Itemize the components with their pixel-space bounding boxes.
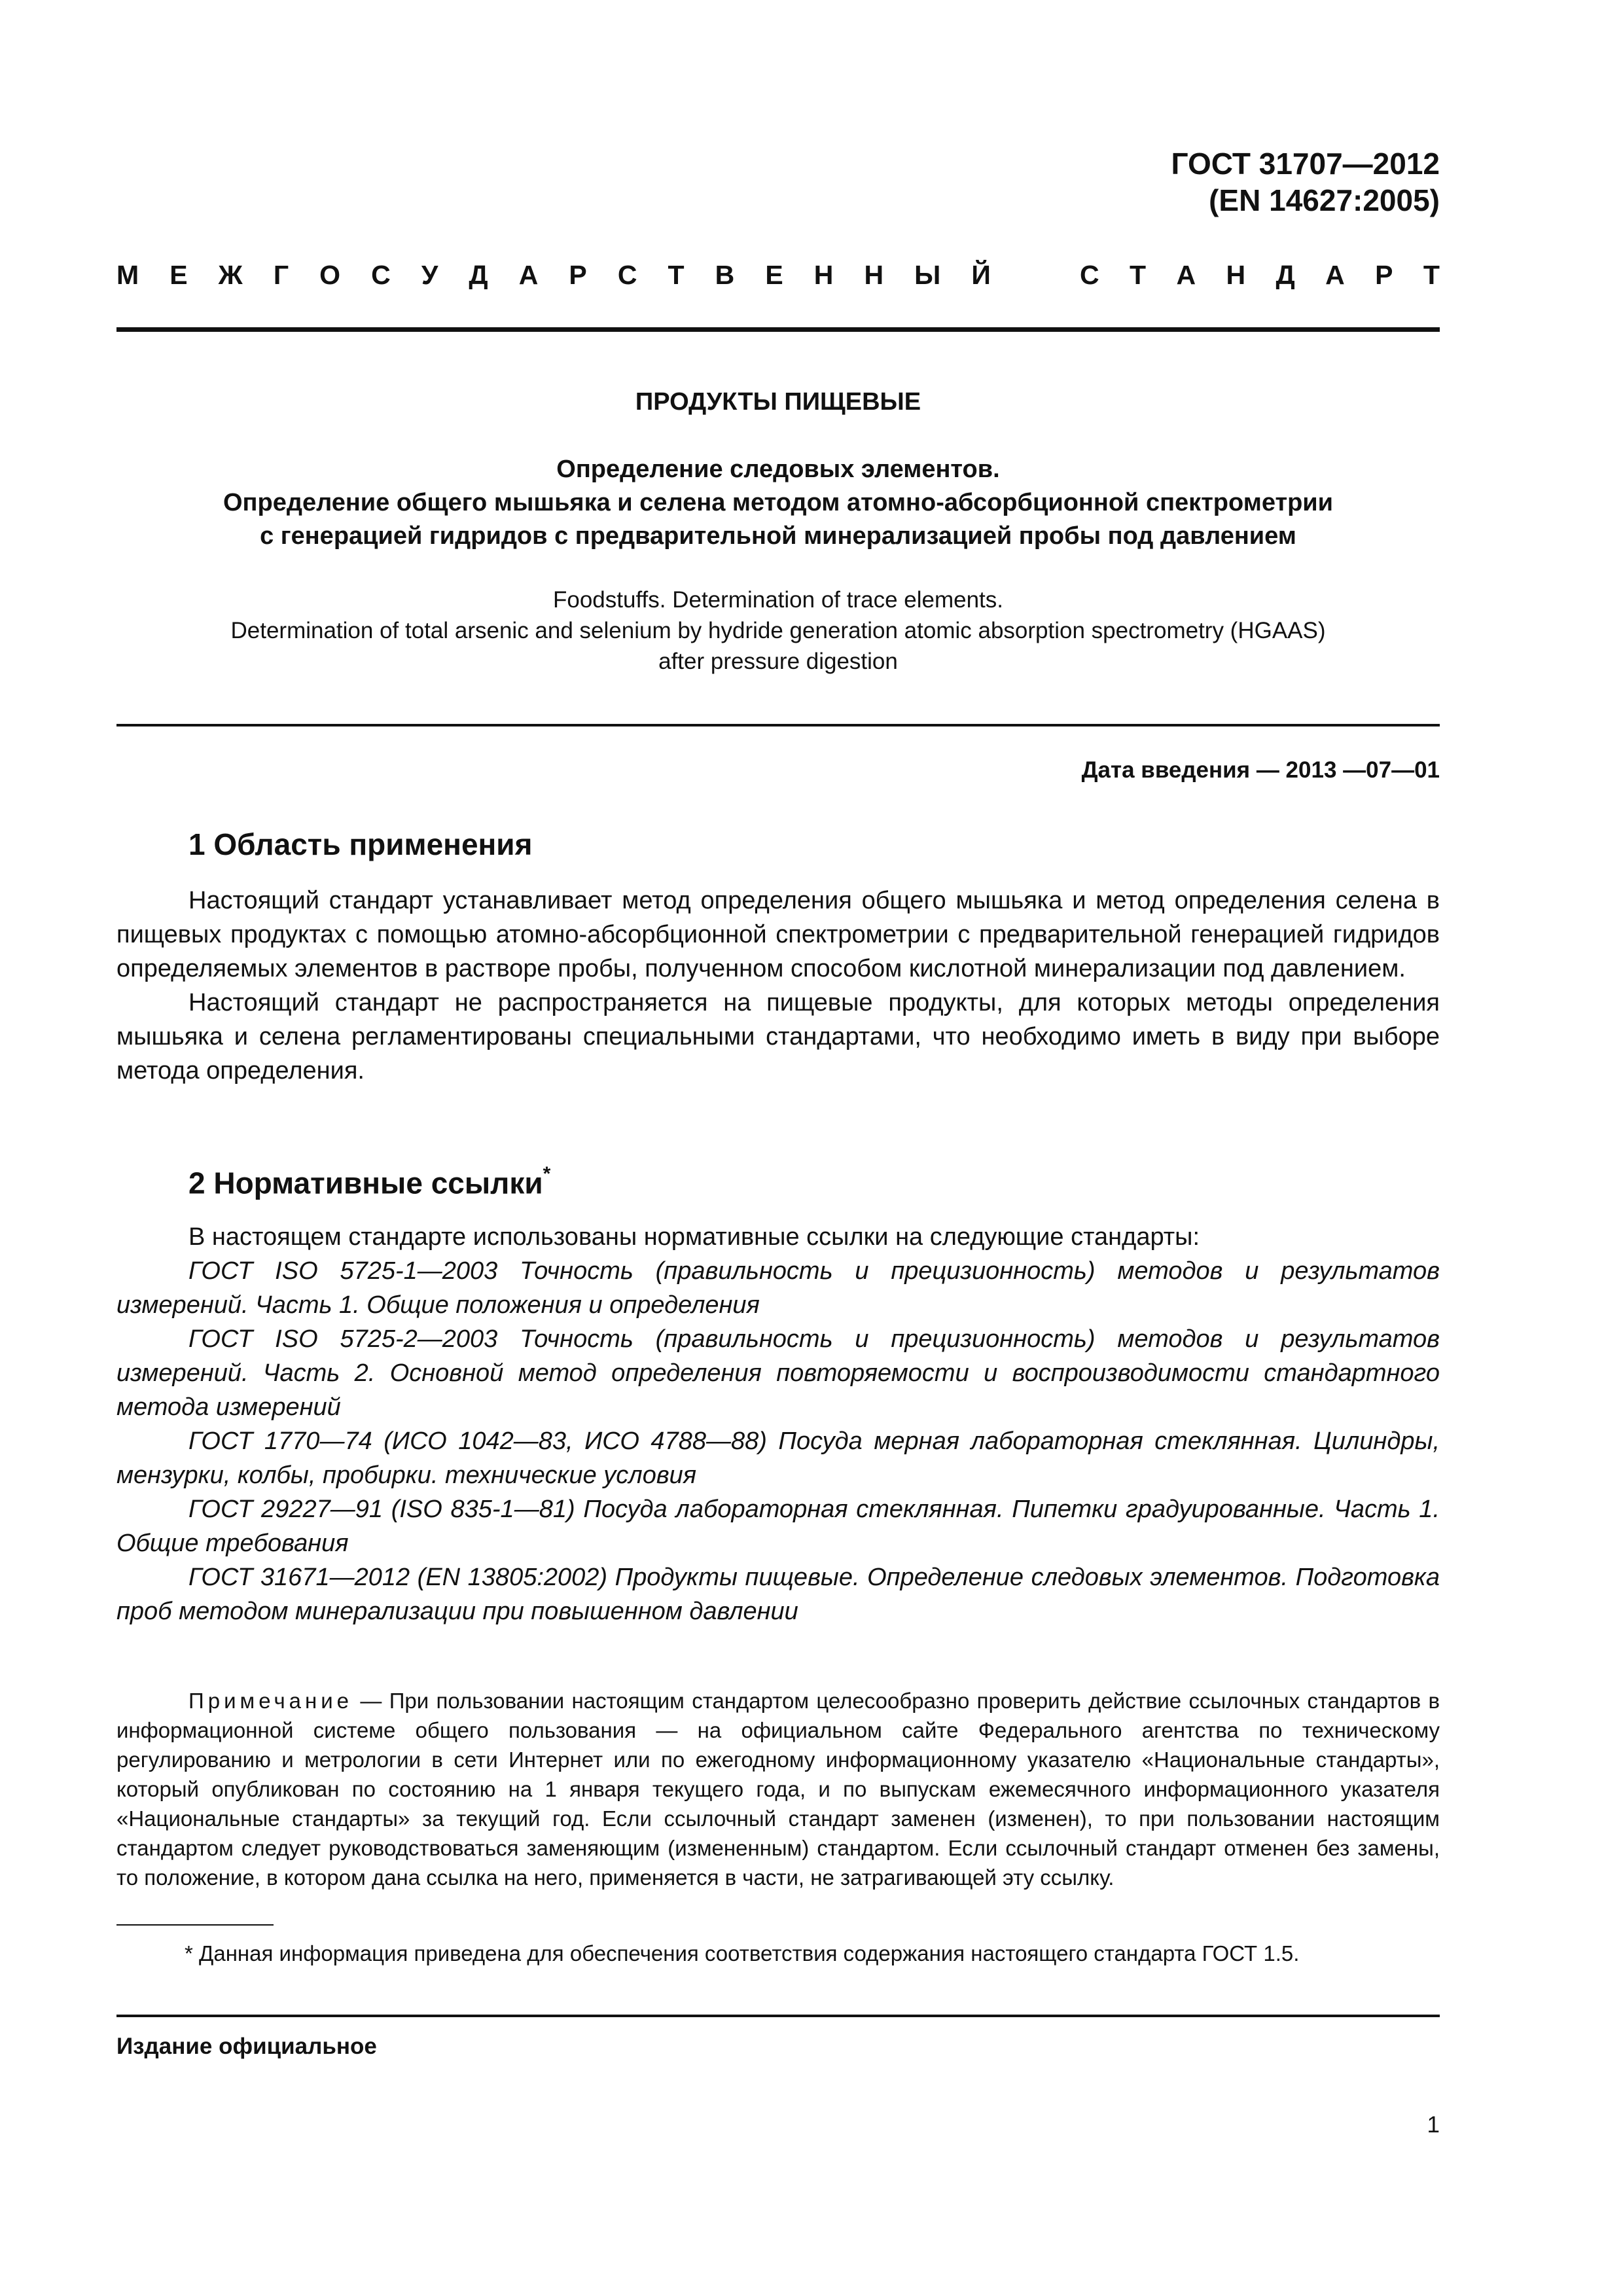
english-title-line: Determination of total arsenic and selenium by hydride generation atomic absorption spectrometry (HGAAS) (230, 618, 1326, 643)
english-title (116, 584, 1440, 677)
title-divider (116, 724, 1440, 726)
section-2-heading-text: 2 Нормативные ссылки (188, 1166, 543, 1200)
section-2-body (116, 1220, 1440, 1628)
banner-letter: Е (765, 259, 783, 290)
note-label: Примечание (188, 1689, 353, 1713)
banner-letter: Р (569, 259, 587, 290)
banner-letter: Ж (218, 259, 243, 290)
banner-letter: Н (864, 259, 884, 290)
section-1-body (116, 884, 1440, 1088)
banner-letter: О (319, 259, 341, 290)
banner-letter: Н (1226, 259, 1246, 290)
banner-letter: А (518, 259, 539, 290)
banner-letter: Т (1130, 259, 1147, 290)
section-1-heading: 1 Область применения (188, 827, 533, 861)
banner-word-standard (1080, 260, 1440, 291)
interstate-standard-banner (116, 257, 1440, 293)
banner-letter: Д (1275, 259, 1295, 290)
subtitle-line: Определение общего мышьяка и селена методом атомно-абсорбционной спектрометрии (223, 489, 1334, 516)
banner-letter: С (617, 259, 637, 290)
reference-item: ГОСТ 1770—74 (ИСО 1042—83, ИСО 4788—88) Посуда мерная лабораторная стеклянная. Цилиндры, мензурки, колбы, пробирки. технические условия (116, 1427, 1440, 1489)
footnote-separator (116, 1924, 274, 1926)
banner-word-interstate (116, 260, 991, 291)
banner-letter: Ы (914, 259, 941, 290)
banner-letter: Р (1375, 259, 1393, 290)
document-title: ПРОДУКТЫ ПИЩЕВЫЕ (635, 388, 921, 416)
banner-letter: Д (469, 259, 488, 290)
banner-letter: Е (169, 259, 188, 290)
banner-letter: М (116, 259, 139, 290)
note-text: — При пользовании настоящим стандартом целесообразно проверить действие ссылочных стандартов в информационной системе общего пользования — на официальном сайте Федерального агентства по техническому регулированию и метрологии в сети Интернет или по ежегодному информационному указателю «Национальные стандарты», который опубликован по состоянию на 1 января текущего года, и по выпускам ежемесячного информационного указателя «Национальные стандарты» за текущий год. Если ссылочный стандарт заменен (изменен), то при пользовании настоящим стандартом следует руководствоваться заменяющим (измененным) стандартом. Если ссылочный стандарт отменен без замены, то положение, в котором дана ссылка на него, применяется в части, не затрагивающей эту ссылку. (116, 1689, 1440, 1890)
banner-letter: А (1176, 259, 1196, 290)
page-number: 1 (1427, 2112, 1440, 2138)
document-page (116, 0, 1440, 2296)
header-divider (116, 327, 1440, 332)
english-title-line: Foodstuffs. Determination of trace elements. (552, 587, 1004, 613)
standard-designation (116, 145, 1440, 219)
banner-letter: С (1080, 259, 1099, 290)
banner-letter: А (1325, 259, 1345, 290)
footer-divider (116, 2015, 1440, 2017)
standard-equivalent: (EN 14627:2005) (1209, 183, 1440, 217)
banner-letter: С (371, 259, 391, 290)
document-subtitle (116, 453, 1440, 553)
paragraph: Настоящий стандарт не распространяется на пищевые продукты, для которых методы определения мышьяка и селена регламентированы специальными стандартами, что необходимо иметь в виду при выборе метода определения. (116, 989, 1440, 1085)
banner-letter: В (715, 259, 735, 290)
standard-number: ГОСТ 31707—2012 (1171, 147, 1440, 181)
introduction-date: Дата введения — 2013 —07—01 (1081, 757, 1440, 783)
banner-letter: Г (273, 259, 289, 290)
paragraph: В настоящем стандарте использованы нормативные ссылки на следующие стандарты: (188, 1223, 1200, 1251)
banner-letter: Т (1423, 259, 1440, 290)
note-block (116, 1686, 1440, 1892)
subtitle-line: Определение следовых элементов. (556, 456, 1000, 483)
banner-letter: Т (668, 259, 685, 290)
edition-label: Издание официальное (116, 2034, 377, 2059)
banner-letter: Й (971, 259, 991, 290)
reference-item: ГОСТ 31671—2012 (EN 13805:2002) Продукты пищевые. Определение следовых элементов. Подготовка проб методом минерализации при повышенном давлении (116, 1564, 1440, 1625)
reference-item: ГОСТ 29227—91 (ISO 835-1—81) Посуда лабораторная стеклянная. Пипетки градуированные. Часть 1. Общие требования (116, 1496, 1440, 1557)
footnote: * Данная информация приведена для обеспечения соответствия содержания настоящего стандарта ГОСТ 1.5. (185, 1941, 1300, 1965)
section-2-heading (116, 1158, 1440, 1201)
paragraph: Настоящий стандарт устанавливает метод определения общего мышьяка и метод определения селена в пищевых продуктах с помощью атомно-абсорбционной спектрометрии с предварительной генерацией гидридов определяемых элементов в растворе пробы, полученном способом кислотной минерализации под давлением. (116, 887, 1440, 982)
banner-letter: У (421, 259, 438, 290)
english-title-line: after pressure digestion (658, 649, 898, 674)
footnote-mark: * (543, 1163, 551, 1185)
subtitle-line: с генерацией гидридов с предварительной минерализацией пробы под давлением (260, 522, 1296, 550)
reference-item: ГОСТ ISO 5725-2—2003 Точность (правильность и прецизионность) методов и результатов измерений. Часть 2. Основной метод определения повторяемости и воспроизводимости стандартного метода измерений (116, 1325, 1440, 1421)
banner-letter: Н (813, 259, 834, 290)
reference-item: ГОСТ ISO 5725-1—2003 Точность (правильность и прецизионность) методов и результатов измерений. Часть 1. Общие положения и определения (116, 1257, 1440, 1319)
